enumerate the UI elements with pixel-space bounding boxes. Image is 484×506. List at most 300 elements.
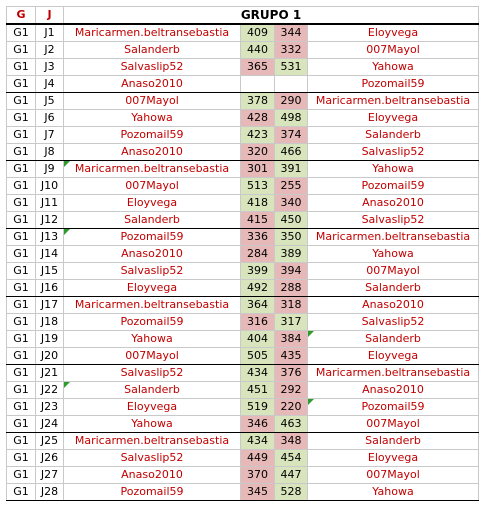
cell-away-score-text: 376 <box>280 366 302 379</box>
cell-away-score[interactable] <box>275 484 308 501</box>
cell-away-player[interactable] <box>308 195 479 212</box>
cell-away-player[interactable] <box>308 314 479 331</box>
cell-away-score-text: 317 <box>280 315 302 328</box>
cell-round-text: J19 <box>40 332 59 345</box>
cell-home-player-text: Maricarmen.beltransebastia <box>74 162 230 175</box>
cell-away-score-text: 531 <box>280 60 302 73</box>
cell-away-player-text: 007Mayol <box>366 468 420 481</box>
table-row <box>7 178 479 195</box>
cell-home-score-text: 301 <box>247 162 268 175</box>
cell-home-player[interactable] <box>64 161 241 178</box>
cell-home-player[interactable] <box>64 246 241 263</box>
cell-round[interactable] <box>36 93 64 110</box>
cell-away-player-text: Eloyvega <box>367 111 419 124</box>
cell-away-player[interactable] <box>308 76 479 93</box>
cell-away-player[interactable] <box>308 484 479 501</box>
cell-home-player[interactable] <box>64 59 241 76</box>
cell-home-score[interactable] <box>241 161 275 178</box>
cell-home-player[interactable] <box>64 433 241 450</box>
cell-away-score-text: 340 <box>280 196 302 209</box>
cell-home-score[interactable] <box>241 127 275 144</box>
cell-round[interactable] <box>36 382 64 399</box>
cell-home-score[interactable] <box>241 348 275 365</box>
cell-round-text: J14 <box>40 247 59 260</box>
cell-away-player-text: Anaso2010 <box>362 196 424 209</box>
cell-round[interactable] <box>36 348 64 365</box>
cell-round[interactable] <box>36 297 64 314</box>
cell-away-player[interactable] <box>308 399 479 416</box>
cell-away-player[interactable] <box>308 348 479 365</box>
header-group-title[interactable]: GRUPO 1 <box>64 7 479 25</box>
cell-round[interactable] <box>36 195 64 212</box>
cell-home-score[interactable] <box>241 178 275 195</box>
cell-away-player[interactable] <box>308 365 479 382</box>
cell-away-player[interactable] <box>308 297 479 314</box>
cell-round[interactable] <box>36 76 64 93</box>
cell-away-player-text: Salvaslip52 <box>361 213 425 226</box>
comment-marker-icon <box>64 161 70 167</box>
cell-away-score-text: 374 <box>280 128 302 141</box>
cell-home-score-text: 434 <box>247 366 268 379</box>
cell-away-player[interactable] <box>308 416 479 433</box>
cell-round-text: J5 <box>44 94 55 107</box>
cell-round[interactable] <box>36 416 64 433</box>
cell-round[interactable] <box>36 433 64 450</box>
cell-group[interactable] <box>7 59 36 76</box>
cell-round-text: J26 <box>40 451 59 464</box>
cell-away-score[interactable] <box>275 348 308 365</box>
cell-round-text: J12 <box>40 213 59 226</box>
header-row <box>7 7 479 25</box>
cell-home-player[interactable] <box>64 144 241 161</box>
table-row <box>7 297 479 314</box>
cell-round-text: J2 <box>44 43 55 56</box>
cell-home-score-text: 519 <box>247 400 268 413</box>
cell-group-text: G1 <box>13 485 29 498</box>
cell-home-player[interactable] <box>64 314 241 331</box>
cell-home-player-text: Salanderb <box>124 43 180 56</box>
cell-home-score[interactable] <box>241 331 275 348</box>
cell-round[interactable] <box>36 263 64 280</box>
cell-round-text: J1 <box>44 26 55 39</box>
table-row <box>7 365 479 382</box>
cell-away-score-text: 454 <box>280 451 302 464</box>
cell-home-score-text: 284 <box>247 247 268 260</box>
cell-home-score-text: 378 <box>247 94 268 107</box>
table-row <box>7 229 479 246</box>
cell-group-text: G1 <box>13 213 29 226</box>
cell-group[interactable] <box>7 399 36 416</box>
cell-away-score[interactable] <box>275 212 308 229</box>
cell-group-text: G1 <box>13 111 29 124</box>
cell-away-score[interactable] <box>275 467 308 484</box>
cell-round-text: J8 <box>44 145 55 158</box>
cell-away-score-text: 389 <box>280 247 302 260</box>
cell-home-score-text: 434 <box>247 434 268 447</box>
cell-away-score-text: 463 <box>280 417 302 430</box>
cell-home-score[interactable] <box>241 144 275 161</box>
cell-away-player-text: 007Mayol <box>366 43 420 56</box>
cell-home-score-text: 320 <box>247 145 268 158</box>
cell-home-player[interactable] <box>64 195 241 212</box>
cell-away-player[interactable] <box>308 93 479 110</box>
cell-home-score-text: 492 <box>247 281 268 294</box>
cell-home-player-text: Maricarmen.beltransebastia <box>74 26 230 39</box>
cell-round[interactable] <box>36 399 64 416</box>
cell-home-player-text: Anaso2010 <box>121 145 183 158</box>
table-row <box>7 246 479 263</box>
cell-away-player[interactable] <box>308 450 479 467</box>
cell-group[interactable] <box>7 280 36 297</box>
cell-round[interactable] <box>36 59 64 76</box>
cell-home-player-text: Salanderb <box>124 213 180 226</box>
cell-home-score[interactable] <box>241 42 275 59</box>
cell-home-score[interactable] <box>241 24 275 42</box>
cell-round-text: J3 <box>44 60 55 73</box>
table-row <box>7 416 479 433</box>
cell-group[interactable] <box>7 263 36 280</box>
cell-round[interactable] <box>36 314 64 331</box>
cell-home-score-text: 336 <box>247 230 268 243</box>
cell-away-score[interactable] <box>275 127 308 144</box>
cell-home-score[interactable] <box>241 229 275 246</box>
cell-home-player[interactable] <box>64 42 241 59</box>
cell-away-player[interactable] <box>308 212 479 229</box>
table-row <box>7 314 479 331</box>
cell-away-player-text: Maricarmen.beltransebastia <box>315 94 471 107</box>
cell-round-text: J20 <box>40 349 59 362</box>
cell-group-text: G1 <box>13 162 29 175</box>
cell-home-score-text: 346 <box>247 417 268 430</box>
cell-round-text: J28 <box>40 485 59 498</box>
cell-home-player-text: Pozomail59 <box>120 128 184 141</box>
cell-home-score-text: 418 <box>247 196 268 209</box>
cell-home-player[interactable] <box>64 76 241 93</box>
cell-away-player-text: 007Mayol <box>366 264 420 277</box>
table-row <box>7 450 479 467</box>
cell-away-score[interactable] <box>275 144 308 161</box>
cell-group-text: G1 <box>13 417 29 430</box>
cell-home-score[interactable] <box>241 76 275 93</box>
cell-away-player[interactable] <box>308 331 479 348</box>
cell-home-score[interactable] <box>241 280 275 297</box>
cell-away-score[interactable] <box>275 229 308 246</box>
cell-round-text: J25 <box>40 434 59 447</box>
cell-home-player-text: Pozomail59 <box>120 230 184 243</box>
cell-away-player-text: Maricarmen.beltransebastia <box>315 366 471 379</box>
cell-home-player[interactable] <box>64 297 241 314</box>
cell-home-player[interactable] <box>64 178 241 195</box>
cell-away-player[interactable] <box>308 42 479 59</box>
comment-marker-icon <box>64 382 70 388</box>
cell-home-player[interactable] <box>64 467 241 484</box>
table-row <box>7 399 479 416</box>
cell-group[interactable] <box>7 484 36 501</box>
cell-home-player-text: Salvaslip52 <box>120 60 184 73</box>
cell-away-player-text: Salanderb <box>365 281 421 294</box>
cell-group-text: G1 <box>13 60 29 73</box>
cell-home-player[interactable] <box>64 399 241 416</box>
cell-home-player[interactable] <box>64 93 241 110</box>
cell-home-score[interactable] <box>241 110 275 127</box>
cell-away-player-text: Eloyvega <box>367 451 419 464</box>
cell-away-score[interactable] <box>275 433 308 450</box>
cell-group[interactable] <box>7 24 36 42</box>
cell-home-score[interactable] <box>241 450 275 467</box>
cell-group[interactable] <box>7 450 36 467</box>
cell-home-player[interactable] <box>64 382 241 399</box>
cell-home-score-text: 428 <box>247 111 268 124</box>
cell-group-text: G1 <box>13 383 29 396</box>
cell-round-text: J15 <box>40 264 59 277</box>
cell-round[interactable] <box>36 450 64 467</box>
cell-away-score[interactable] <box>275 399 308 416</box>
table-row <box>7 42 479 59</box>
cell-away-player-text: Salanderb <box>365 128 421 141</box>
cell-away-score-text: 292 <box>280 383 302 396</box>
cell-away-player[interactable] <box>308 229 479 246</box>
cell-away-player[interactable] <box>308 178 479 195</box>
cell-group-text: G1 <box>13 179 29 192</box>
cell-home-player[interactable] <box>64 280 241 297</box>
cell-group-text: G1 <box>13 468 29 481</box>
cell-away-score[interactable] <box>275 161 308 178</box>
cell-away-score[interactable] <box>275 93 308 110</box>
cell-home-player-text: Eloyvega <box>126 400 178 413</box>
cell-round-text: J7 <box>44 128 55 141</box>
cell-home-player[interactable] <box>64 110 241 127</box>
table-row <box>7 467 479 484</box>
cell-round[interactable] <box>36 229 64 246</box>
cell-group[interactable] <box>7 144 36 161</box>
cell-away-player[interactable] <box>308 246 479 263</box>
cell-away-score[interactable] <box>275 280 308 297</box>
cell-group[interactable] <box>7 212 36 229</box>
cell-away-score[interactable] <box>275 42 308 59</box>
cell-round[interactable] <box>36 161 64 178</box>
cell-home-player[interactable] <box>64 450 241 467</box>
cell-away-player-text: Salvaslip52 <box>361 315 425 328</box>
cell-home-score-text: 399 <box>247 264 268 277</box>
cell-round[interactable] <box>36 280 64 297</box>
cell-home-player[interactable] <box>64 416 241 433</box>
cell-away-score[interactable] <box>275 178 308 195</box>
cell-group[interactable] <box>7 297 36 314</box>
cell-home-player[interactable] <box>64 348 241 365</box>
cell-away-player[interactable] <box>308 24 479 42</box>
cell-group[interactable] <box>7 433 36 450</box>
cell-round[interactable] <box>36 467 64 484</box>
cell-round[interactable] <box>36 212 64 229</box>
cell-home-score-text: 316 <box>247 315 268 328</box>
cell-round-text: J13 <box>40 230 59 243</box>
cell-group[interactable] <box>7 416 36 433</box>
cell-group[interactable] <box>7 467 36 484</box>
table-row <box>7 212 479 229</box>
cell-home-score[interactable] <box>241 195 275 212</box>
cell-home-score[interactable] <box>241 484 275 501</box>
cell-home-score[interactable] <box>241 93 275 110</box>
cell-home-score-text: 365 <box>247 60 268 73</box>
cell-away-score-text: 288 <box>280 281 302 294</box>
cell-away-score-text: 450 <box>280 213 302 226</box>
cell-home-player-text: Anaso2010 <box>121 468 183 481</box>
cell-group-text: G1 <box>13 77 29 90</box>
cell-away-player-text: Yahowa <box>372 485 414 498</box>
cell-away-score[interactable] <box>275 110 308 127</box>
cell-away-score-text: 447 <box>280 468 302 481</box>
cell-home-player[interactable] <box>64 229 241 246</box>
table-row <box>7 484 479 501</box>
cell-round[interactable] <box>36 178 64 195</box>
cell-home-score[interactable] <box>241 212 275 229</box>
cell-group-text: G1 <box>13 400 29 413</box>
cell-away-player[interactable] <box>308 59 479 76</box>
cell-away-player[interactable] <box>308 263 479 280</box>
cell-round-text: J18 <box>40 315 59 328</box>
cell-round-text: J23 <box>40 400 59 413</box>
cell-away-player-text: Eloyvega <box>367 349 419 362</box>
cell-round-text: J17 <box>40 298 59 311</box>
cell-away-player[interactable] <box>308 110 479 127</box>
cell-home-score[interactable] <box>241 365 275 382</box>
cell-home-score[interactable] <box>241 314 275 331</box>
cell-home-player-text: Yahowa <box>131 332 173 345</box>
cell-home-score[interactable] <box>241 416 275 433</box>
cell-away-player-text: Yahowa <box>372 247 414 260</box>
cell-group-text: G1 <box>13 298 29 311</box>
cell-round[interactable] <box>36 127 64 144</box>
cell-group[interactable] <box>7 42 36 59</box>
cell-away-player[interactable] <box>308 144 479 161</box>
cell-home-player-text: 007Mayol <box>125 94 179 107</box>
cell-away-player-text: Salvaslip52 <box>361 145 425 158</box>
cell-round[interactable] <box>36 484 64 501</box>
table-row <box>7 76 479 93</box>
cell-home-player-text: Eloyvega <box>126 196 178 209</box>
cell-away-score[interactable] <box>275 382 308 399</box>
cell-home-player[interactable] <box>64 24 241 42</box>
cell-group[interactable] <box>7 127 36 144</box>
cell-group[interactable] <box>7 348 36 365</box>
cell-away-score[interactable] <box>275 416 308 433</box>
cell-home-score[interactable] <box>241 433 275 450</box>
cell-home-score-text: 505 <box>247 349 268 362</box>
header-j[interactable]: J <box>36 7 64 25</box>
table-row <box>7 59 479 76</box>
cell-round-text: J6 <box>44 111 55 124</box>
cell-away-score-text: 348 <box>280 434 302 447</box>
table-row <box>7 110 479 127</box>
cell-group[interactable] <box>7 178 36 195</box>
table-row <box>7 161 479 178</box>
cell-group[interactable] <box>7 365 36 382</box>
cell-group-text: G1 <box>13 247 29 260</box>
cell-away-player[interactable] <box>308 161 479 178</box>
cell-home-score[interactable] <box>241 382 275 399</box>
cell-home-player[interactable] <box>64 127 241 144</box>
cell-home-score[interactable] <box>241 263 275 280</box>
cell-round[interactable] <box>36 42 64 59</box>
cell-away-player[interactable] <box>308 382 479 399</box>
cell-home-score[interactable] <box>241 297 275 314</box>
cell-away-player[interactable] <box>308 467 479 484</box>
cell-round[interactable] <box>36 365 64 382</box>
cell-away-score[interactable] <box>275 365 308 382</box>
cell-away-player[interactable] <box>308 280 479 297</box>
cell-home-score[interactable] <box>241 59 275 76</box>
cell-round[interactable] <box>36 110 64 127</box>
cell-away-score-text: 344 <box>280 26 302 39</box>
cell-away-score[interactable] <box>275 450 308 467</box>
cell-home-player-text: Yahowa <box>131 417 173 430</box>
cell-home-player[interactable] <box>64 263 241 280</box>
cell-round[interactable] <box>36 246 64 263</box>
cell-home-player[interactable] <box>64 484 241 501</box>
cell-home-score[interactable] <box>241 467 275 484</box>
cell-round-text: J10 <box>40 179 59 192</box>
cell-round[interactable] <box>36 24 64 42</box>
cell-group[interactable] <box>7 314 36 331</box>
cell-home-score[interactable] <box>241 246 275 263</box>
cell-away-score-text: 394 <box>280 264 302 277</box>
cell-group-text: G1 <box>13 196 29 209</box>
cell-group[interactable] <box>7 382 36 399</box>
cell-away-player-text: Yahowa <box>372 60 414 73</box>
cell-group-text: G1 <box>13 451 29 464</box>
header-g[interactable]: G <box>7 7 36 25</box>
cell-away-score[interactable] <box>275 195 308 212</box>
cell-group[interactable] <box>7 229 36 246</box>
cell-away-score[interactable] <box>275 297 308 314</box>
cell-group[interactable] <box>7 161 36 178</box>
cell-group-text: G1 <box>13 434 29 447</box>
cell-home-score-text: 409 <box>247 26 268 39</box>
cell-group[interactable] <box>7 76 36 93</box>
cell-away-score[interactable] <box>275 246 308 263</box>
cell-away-score[interactable] <box>275 331 308 348</box>
cell-home-score-text: 345 <box>247 485 268 498</box>
cell-group[interactable] <box>7 331 36 348</box>
cell-home-player[interactable] <box>64 331 241 348</box>
cell-round[interactable] <box>36 144 64 161</box>
cell-away-score[interactable] <box>275 76 308 93</box>
cell-group[interactable] <box>7 195 36 212</box>
cell-away-player[interactable] <box>308 127 479 144</box>
cell-group[interactable] <box>7 246 36 263</box>
cell-round[interactable] <box>36 331 64 348</box>
cell-away-score-text: 332 <box>280 43 302 56</box>
cell-away-score[interactable] <box>275 59 308 76</box>
cell-home-player[interactable] <box>64 212 241 229</box>
cell-away-score[interactable] <box>275 24 308 42</box>
cell-group[interactable] <box>7 93 36 110</box>
cell-away-player[interactable] <box>308 433 479 450</box>
cell-home-score[interactable] <box>241 399 275 416</box>
cell-away-score-text: 318 <box>280 298 302 311</box>
cell-group[interactable] <box>7 110 36 127</box>
cell-home-score-text: 451 <box>247 383 268 396</box>
cell-home-player[interactable] <box>64 365 241 382</box>
cell-away-score[interactable] <box>275 263 308 280</box>
cell-home-score-text: 513 <box>247 179 268 192</box>
cell-away-score-text: 391 <box>280 162 302 175</box>
cell-group-text: G1 <box>13 366 29 379</box>
cell-home-score-text: 449 <box>247 451 268 464</box>
cell-round-text: J16 <box>40 281 59 294</box>
cell-group-text: G1 <box>13 145 29 158</box>
cell-away-score[interactable] <box>275 314 308 331</box>
